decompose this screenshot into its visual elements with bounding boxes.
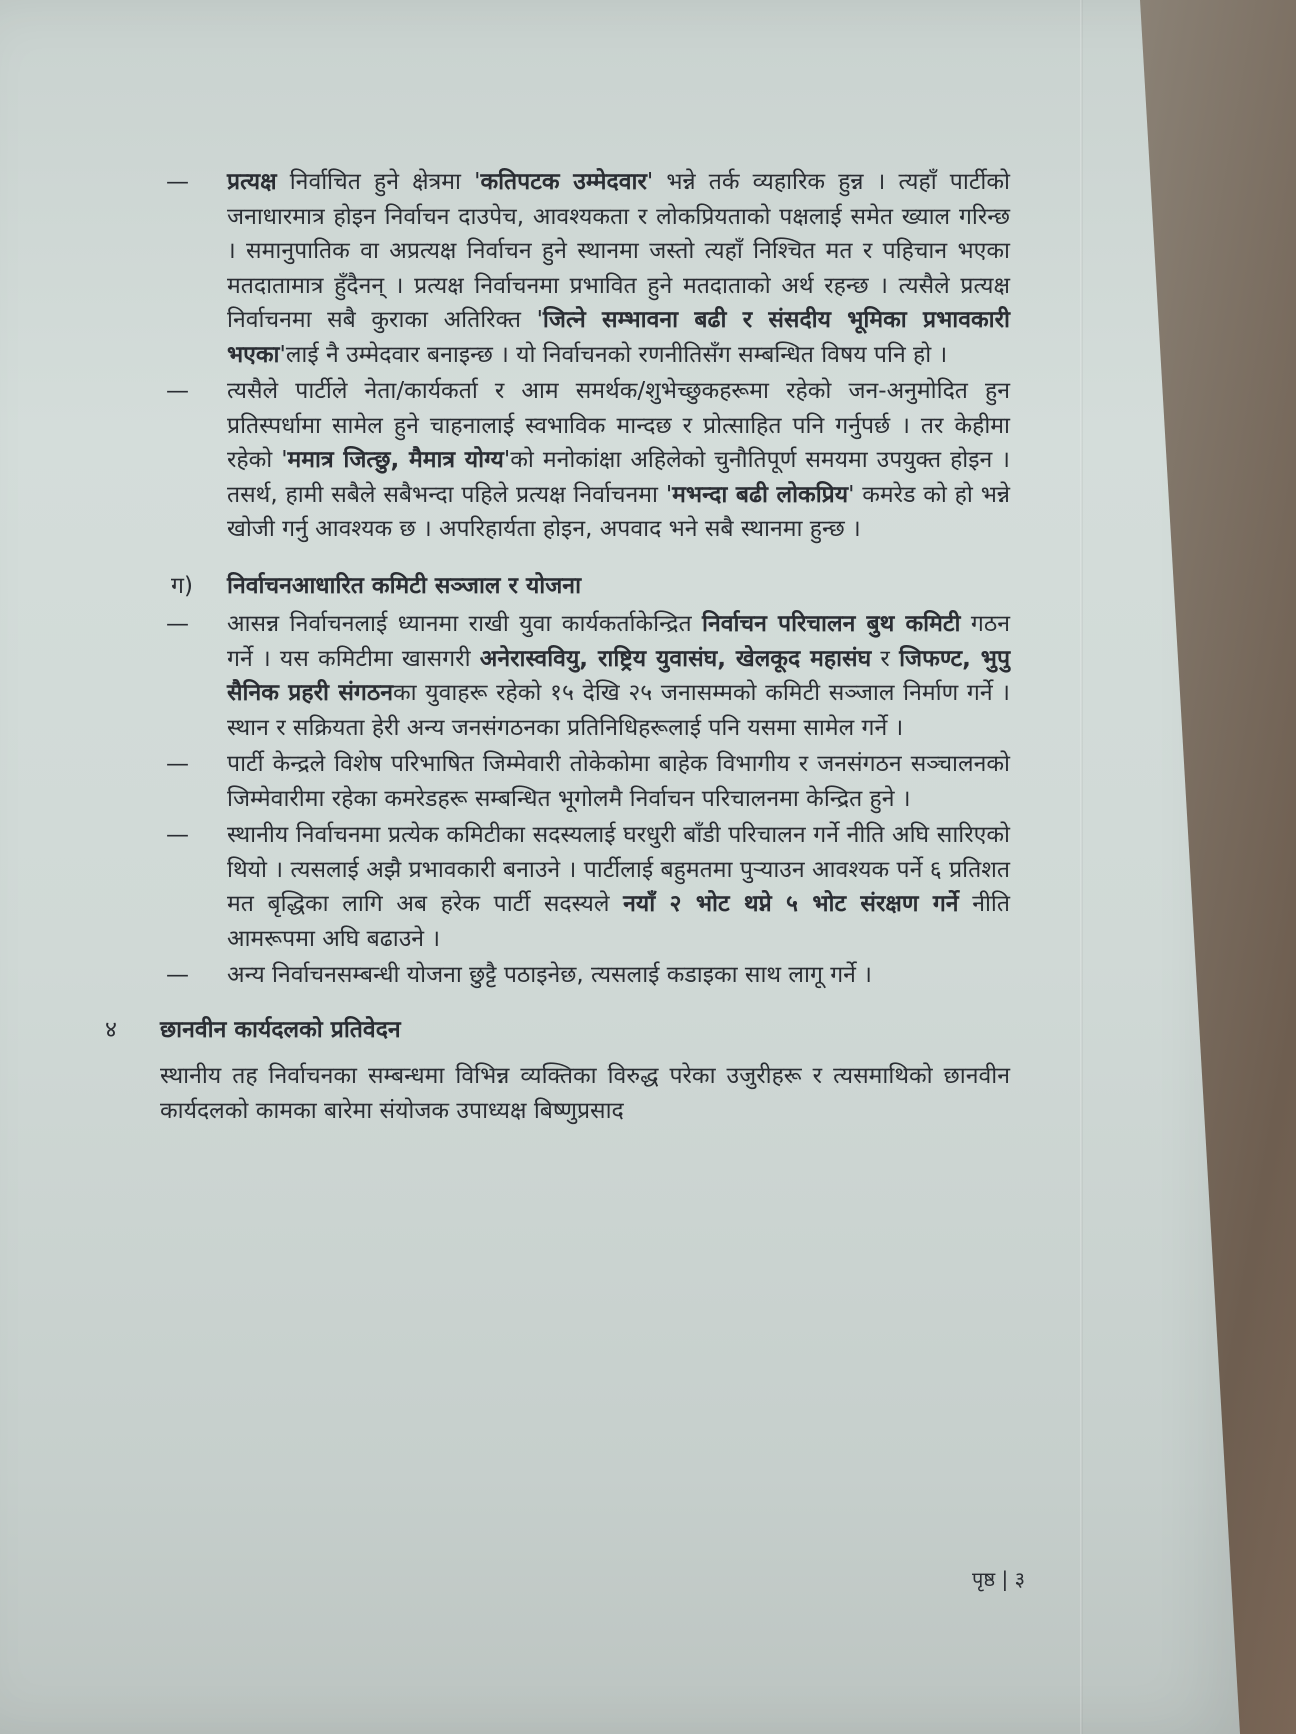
body-text: र [871, 645, 900, 672]
body-text: पार्टी केन्द्रले विशेष परिभाषित जिम्मेवारी तोकेकोमा बाहेक विभागीय र जनसंगठन सञ्चालनको जिम्मेवारीमा रहेका कमरेडहरू सम्बन्धित भूगोलमै निर्वाचन परिचालनमा केन्द्रित हुने । [227, 751, 1010, 812]
section-4 [105, 1013, 1010, 1129]
bold-text: अनेरास्ववियु, राष्ट्रिय युवासंघ, खेलकूद महासंघ [479, 645, 872, 672]
dash-bullet: — [166, 751, 187, 777]
bold-text: प्रत्यक्ष [227, 169, 277, 195]
list-item [160, 607, 1010, 745]
document-body [105, 165, 1011, 1128]
body-text: त्यसैले पार्टीले नेता/कार्यकर्ता र आम समर्थक/शुभेच्छुकहरूमा रहेको जन-अनुमोदित हुन प्रतिस्पर्धामा सामेल हुने चाहनालाई स्वभाविक मान्दछ र प्रोत्साहित पनि गर्नुपर्छ । तर केहीमा रहेको ' [227, 378, 1010, 473]
dash-bullet: — [166, 962, 187, 988]
dash-bullet: — [166, 378, 187, 404]
list-item [160, 747, 1010, 816]
dash-bullet: — [166, 611, 187, 637]
dash-bullet: — [166, 822, 187, 848]
bold-text: ममात्र जित्छु, मैमात्र योग्य [287, 447, 504, 473]
heading-title: निर्वाचनआधारित कमिटी सञ्जाल र योजना [227, 572, 582, 599]
paper-fold-line [1080, 0, 1083, 1734]
body-text: का युवाहरू रहेको १५ देखि २५ जनासम्मको कमिटी सञ्जाल निर्माण गर्ने । स्थान र सक्रियता हेरी अन्य जनसंगठनका प्रतिनिधिहरूलाई पनि यसमा सामेल गर्ने । [227, 680, 1010, 741]
body-text: आसन्न निर्वाचनलाई ध्यानमा राखी युवा कार्यकर्ताकेन्द्रित [227, 611, 703, 637]
body-text: गठन गर्ने । यस कमिटीमा खासगरी [227, 611, 1010, 672]
list-item [160, 958, 1010, 993]
bold-text: जिफण्ट, भुपु सैनिक प्रहरी संगठन [227, 645, 1011, 706]
bold-text: नयाँ २ भोट थप्ने ५ भोट संरक्षण गर्ने [623, 891, 959, 917]
bold-text: निर्वाचन परिचालन बुथ कमिटी [702, 611, 961, 637]
heading-marker: ग) [171, 572, 193, 599]
bullet-list-1 [160, 165, 1010, 547]
list-item [160, 374, 1010, 547]
body-text: ' भन्ने तर्क व्यहारिक हुन्न । त्यहाँ पार्टीको जनाधारमात्र होइन निर्वाचन दाउपेच, आवश्यकता र लोकप्रियताको पक्षलाई समेत ख्याल गरिन्छ । समानुपातिक वा अप्रत्यक्ष निर्वाचन हुने स्थानमा जस्तो त्यहाँ निश्चित मत र पहिचान भएका मतदातामात्र हुँदैनन् । प्रत्यक्ष निर्वाचनमा प्रभावित हुने मतदाताको अर्थ रहन्छ । त्यसैले प्रत्यक्ष निर्वाचनमा सबै कुराका अतिरिक्त ' [227, 169, 1010, 333]
body-text: निर्वाचित हुने क्षेत्रमा ' [276, 169, 481, 195]
section-title: छानवीन कार्यदलको प्रतिवेदन [160, 1016, 401, 1043]
body-text: अन्य निर्वाचनसम्बन्धी योजना छुट्टै पठाइनेछ, त्यसलाई कडाइका साथ लागू गर्ने । [227, 962, 872, 988]
list-item [160, 165, 1010, 372]
bold-text: मभन्दा बढी लोकप्रिय [672, 481, 849, 508]
bold-text: जित्ने सम्भावना बढी र संसदीय भूमिका प्रभावकारी भएका [227, 307, 1010, 368]
body-text: 'को मनोकांक्षा अहिलेको चुनौतिपूर्ण समयमा उपयुक्त होइन । तसर्थ, हामी सबैले सबैभन्दा पहिले प्रत्यक्ष निर्वाचनमा ' [227, 447, 1011, 508]
dash-bullet: — [166, 169, 187, 195]
section-paragraph: स्थानीय तह निर्वाचनका सम्बन्धमा विभिन्न व्यक्तिका विरुद्ध परेका उजुरीहरू र त्यसमाथिको छानवीन कार्यदलको कामका बारेमा संयोजक उपाध्यक्ष बिष्णुप्रसाद [160, 1063, 1010, 1124]
body-text: स्थानीय निर्वाचनमा प्रत्येक कमिटीका सदस्यलाई घरधुरी बाँडी परिचालन गर्ने नीति अघि सारिएको थियो । त्यसलाई अझै प्रभावकारी बनाउने । पार्टीलाई बहुमतमा पुऱ्याउन आवश्यक पर्ने ६ प्रतिशत मत बृद्धिका लागि अब हरेक पार्टी सदस्यले [227, 822, 1010, 917]
bullet-list-2 [160, 607, 1010, 993]
body-text: 'लाई नै उम्मेदवार बनाइन्छ । यो निर्वाचनको रणनीतिसँग सम्बन्धित विषय पनि हो । [279, 341, 948, 368]
section-number: ४ [105, 1016, 117, 1043]
body-text: नीति आमरूपमा अघि बढाउने । [227, 891, 1010, 952]
section-heading-g [160, 569, 1010, 604]
list-item [160, 818, 1010, 956]
bold-text: कतिपटक उम्मेदवार [480, 169, 647, 195]
body-text: ' कमरेड को हो भन्ने खोजी गर्नु आवश्यक छ । अपरिहार्यता होइन, अपवाद भने सबै स्थानमा हुन्छ । [227, 481, 1010, 542]
page-number: पृष्ठ | ३ [972, 1567, 1025, 1591]
